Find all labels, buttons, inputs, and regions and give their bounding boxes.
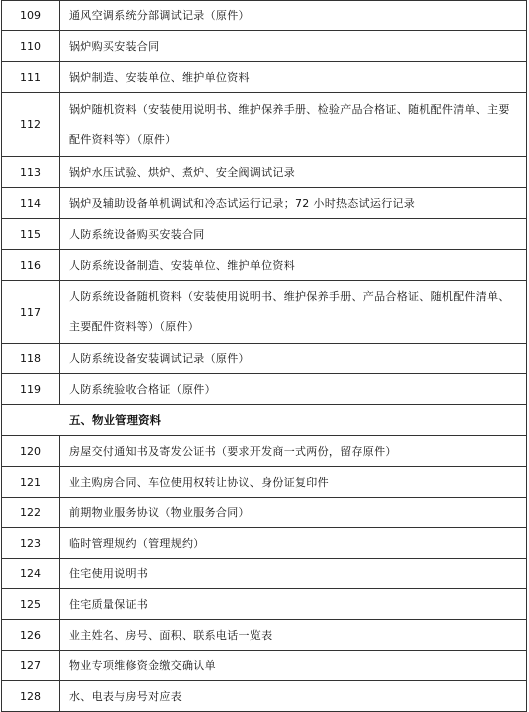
row-text: 锅炉制造、安装单位、维护单位资料 bbox=[60, 62, 527, 93]
row-number: 127 bbox=[2, 651, 60, 681]
table-row bbox=[2, 157, 527, 188]
row-number: 109 bbox=[2, 1, 60, 31]
row-text: 住宅使用说明书 bbox=[60, 559, 527, 589]
row-number: 120 bbox=[2, 436, 60, 467]
table-row bbox=[2, 62, 527, 93]
table-row bbox=[2, 250, 527, 281]
row-number: 121 bbox=[2, 467, 60, 498]
table-row bbox=[2, 620, 527, 651]
row-number: 114 bbox=[2, 188, 60, 219]
table-row bbox=[2, 528, 527, 559]
row-number: 112 bbox=[2, 93, 60, 157]
row-number: 125 bbox=[2, 589, 60, 620]
row-number: 128 bbox=[2, 681, 60, 712]
row-number: 113 bbox=[2, 157, 60, 188]
row-number: 118 bbox=[2, 344, 60, 374]
row-text: 锅炉水压试验、烘炉、煮炉、安全阀调试记录 bbox=[60, 157, 527, 188]
row-text: 锅炉购买安装合同 bbox=[60, 31, 527, 62]
row-text: 人防系统验收合格证（原件） bbox=[60, 374, 527, 405]
table-row bbox=[2, 344, 527, 374]
table-row bbox=[2, 498, 527, 528]
table-row bbox=[2, 589, 527, 620]
table-row bbox=[2, 559, 527, 589]
row-number: 124 bbox=[2, 559, 60, 589]
row-number: 115 bbox=[2, 219, 60, 250]
table-row bbox=[2, 31, 527, 62]
row-number: 111 bbox=[2, 62, 60, 93]
row-text: 通风空调系统分部调试记录（原件） bbox=[60, 1, 527, 31]
table-row bbox=[2, 281, 527, 344]
table-row bbox=[2, 1, 527, 31]
row-text: 人防系统设备随机资料（安装使用说明书、维护保养手册、产品合格证、随机配件清单、主要配件资料等）（原件） bbox=[60, 281, 527, 344]
row-text: 业主姓名、房号、面积、联系电话一览表 bbox=[60, 620, 527, 651]
row-text: 房屋交付通知书及寄发公证书（要求开发商一式两份，留存原件） bbox=[60, 436, 527, 467]
row-number: 126 bbox=[2, 620, 60, 651]
row-text: 锅炉及辅助设备单机调试和冷态试运行记录；72 小时热态试运行记录 bbox=[60, 188, 527, 219]
table-row bbox=[2, 681, 527, 712]
table-row bbox=[2, 374, 527, 405]
row-text: 水、电表与房号对应表 bbox=[60, 681, 527, 712]
records-table bbox=[1, 0, 527, 712]
section-title: 五、物业管理资料 bbox=[2, 405, 527, 436]
section-header-row bbox=[2, 405, 527, 436]
table-row bbox=[2, 436, 527, 467]
row-text: 人防系统设备购买安装合同 bbox=[60, 219, 527, 250]
table-row bbox=[2, 219, 527, 250]
row-number: 117 bbox=[2, 281, 60, 344]
row-number: 116 bbox=[2, 250, 60, 281]
row-number: 122 bbox=[2, 498, 60, 528]
row-text: 物业专项维修资金缴交确认单 bbox=[60, 651, 527, 681]
table-row bbox=[2, 467, 527, 498]
row-number: 110 bbox=[2, 31, 60, 62]
row-text: 锅炉随机资料（安装使用说明书、维护保养手册、检验产品合格证、随机配件清单、主要配件资料等）（原件） bbox=[60, 93, 527, 157]
table-row bbox=[2, 651, 527, 681]
row-text: 业主购房合同、车位使用权转让协议、身份证复印件 bbox=[60, 467, 527, 498]
row-text: 临时管理规约（管理规约） bbox=[60, 528, 527, 559]
table-row bbox=[2, 93, 527, 157]
row-text: 住宅质量保证书 bbox=[60, 589, 527, 620]
row-text: 前期物业服务协议（物业服务合同） bbox=[60, 498, 527, 528]
row-number: 123 bbox=[2, 528, 60, 559]
table-row bbox=[2, 188, 527, 219]
row-text: 人防系统设备制造、安装单位、维护单位资料 bbox=[60, 250, 527, 281]
row-text: 人防系统设备安装调试记录（原件） bbox=[60, 344, 527, 374]
row-number: 119 bbox=[2, 374, 60, 405]
